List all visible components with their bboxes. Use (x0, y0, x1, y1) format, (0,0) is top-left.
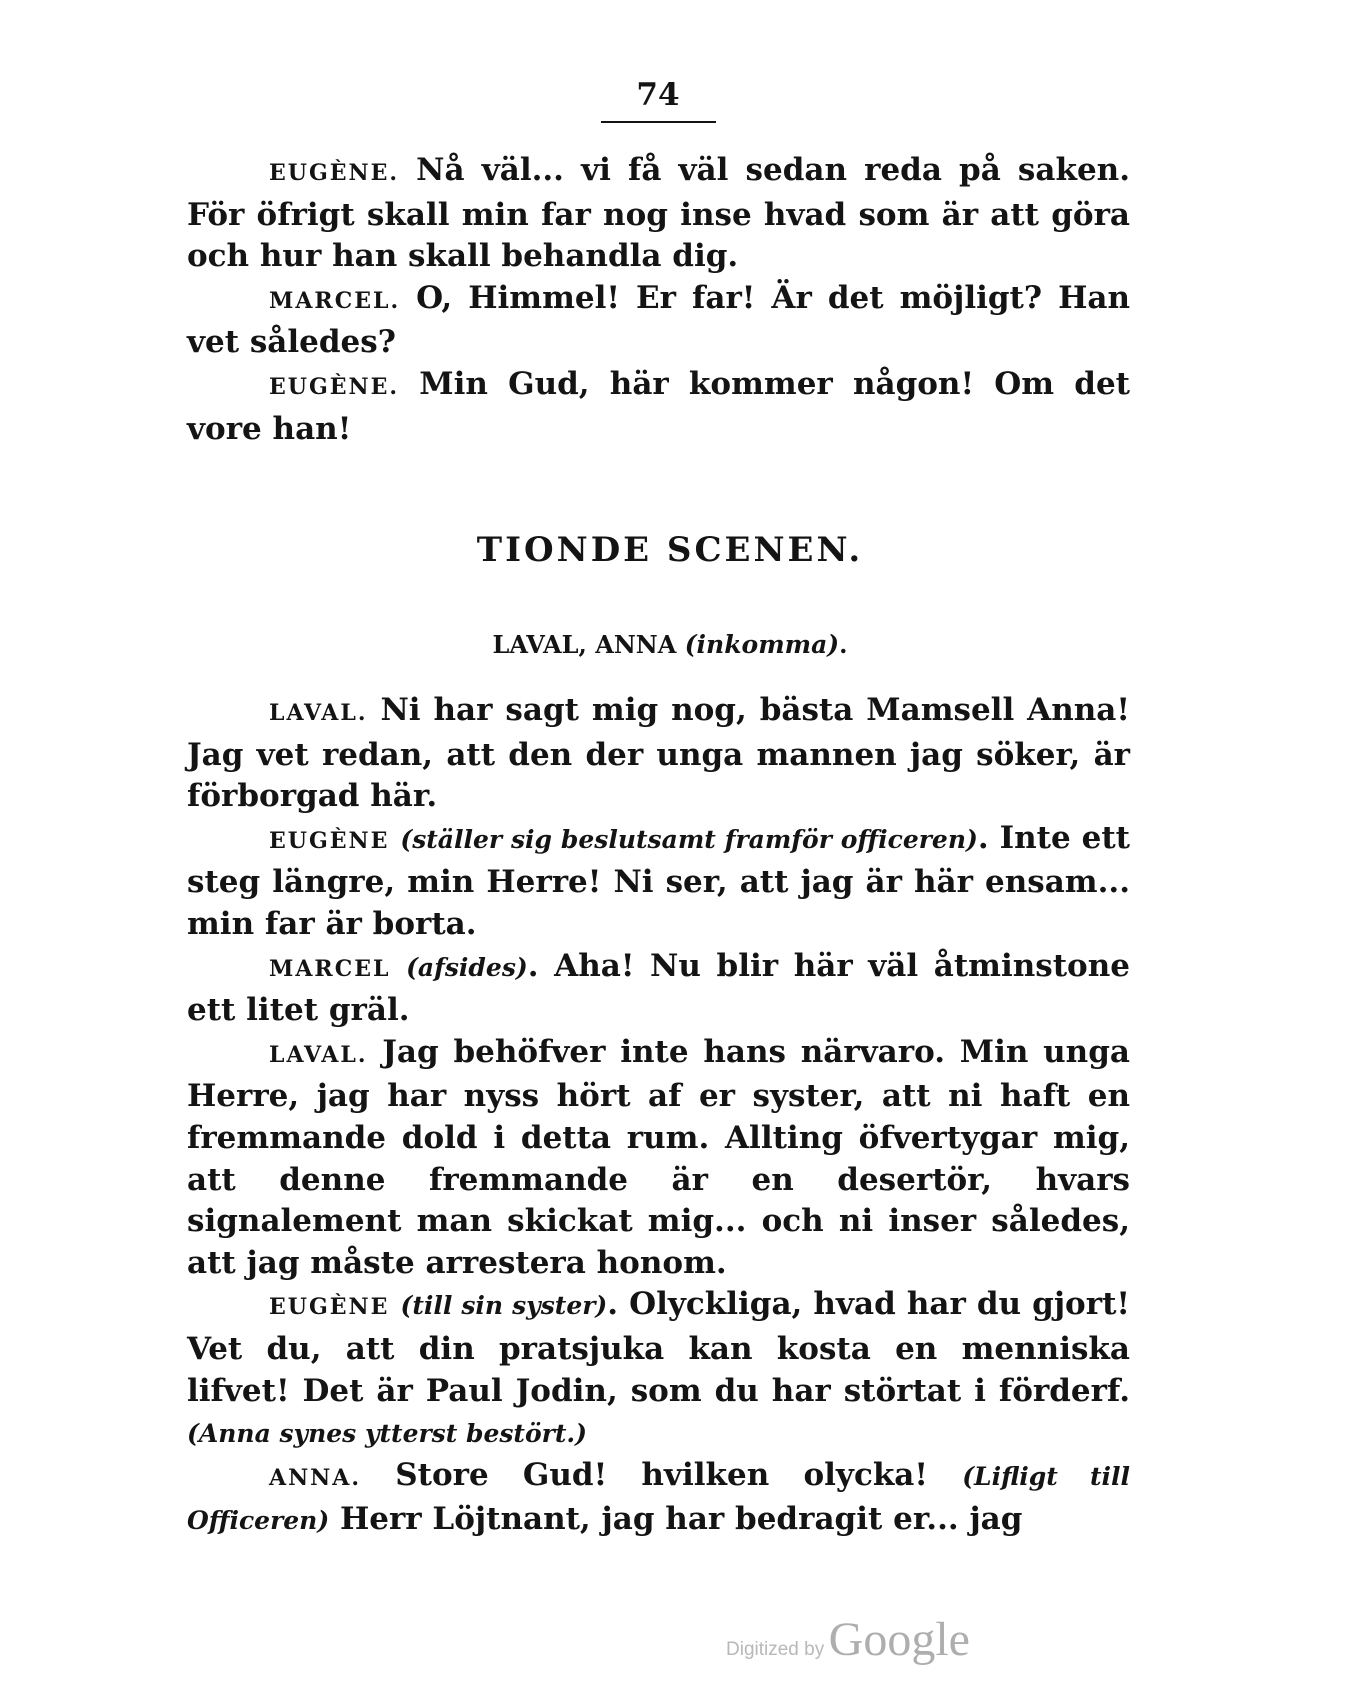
page-number-rule (601, 121, 716, 123)
dialogue-paragraph (187, 1455, 1130, 1542)
cast-end: . (839, 630, 848, 659)
page-number: 74 (636, 77, 680, 113)
stage-direction: (Anna synes ytterst bestört.) (187, 1419, 587, 1449)
stage-direction: (ställer sig beslutsamt framför officeren) (400, 824, 978, 854)
digitized-watermark (726, 1612, 1006, 1667)
speech-text: Nå väl... vi få väl sedan reda på saken. För öfrigt skall min far nog inse hvad som är att göra och hur han skall behandla dig. (187, 152, 1130, 275)
speech-text: . Inte ett steg längre, min Herre! Ni ser, att jag är här ensam... min far är borta. (187, 819, 1130, 942)
dialogue-paragraph (187, 818, 1130, 946)
stage-direction: (afsides) (406, 952, 528, 982)
speech-text: Ni har sagt mig nog, bästa Mamsell Anna! Jag vet redan, att den der unga mannen jag söker, är förborgad här. (187, 692, 1130, 815)
speech-text: Herr Löjtnant, jag har bedragit er... jag (329, 1501, 1023, 1538)
speech-text: O, Himmel! Er far! Är det möjligt? Han vet således? (187, 279, 1130, 361)
dialogue-paragraph (187, 1032, 1130, 1285)
dialogue-paragraph (187, 690, 1130, 818)
speaker-name: EUGÈNE. (269, 373, 400, 400)
speaker-name: MARCEL. (269, 287, 401, 314)
speech-text: Jag behöfver inte hans närvaro. Min unga Herre, jag har nyss hört af er syster, att ni haft en fremmande dold i detta rum. Allting öfvertygar mig, att denne fremmande är en desertör, hvars signalement man skickat mig... och ni inser således, att jag måste arrestera honom. (187, 1033, 1130, 1281)
dialogue-paragraph (187, 1284, 1130, 1454)
scene-heading: TIONDE SCENEN. (476, 530, 864, 570)
speaker-name: EUGÈNE (269, 827, 390, 854)
speech-text: . Aha! Nu blir här väl åtminstone ett litet gräl. (187, 947, 1130, 1029)
watermark-prefix: Digitized by (726, 1639, 825, 1660)
speaker-name: EUGÈNE (269, 1294, 390, 1321)
dialogue-main (187, 690, 1130, 1542)
speech-text: Store Gud! hvilken olycka! (361, 1456, 963, 1493)
speaker-name: LAVAL. (269, 700, 368, 726)
speech-text: Min Gud, här kommer någon! Om det vore han! (187, 365, 1130, 447)
speech-text: . Olyckliga, hvad har du gjort! Vet du, att din pratsjuka kan kosta en menniska lifvet! Det är Paul Jodin, som du har störtat i förderf. (187, 1286, 1130, 1409)
cast-names: LAVAL, ANNA (492, 630, 677, 659)
speaker-name: EUGÈNE. (269, 160, 400, 186)
speaker-name: ANNA. (269, 1464, 362, 1491)
dialogue-paragraph (187, 278, 1130, 364)
dialogue-paragraph (187, 364, 1130, 450)
stage-direction: (Lifligt till Officeren) (187, 1461, 1130, 1536)
stage-direction: (till sin syster) (400, 1291, 608, 1321)
dialogue-paragraph (187, 946, 1130, 1032)
speaker-name: MARCEL (269, 955, 391, 982)
dialogue-top (187, 150, 1130, 450)
cast-direction: (inkomma) (684, 630, 840, 659)
watermark-brand: Google (828, 1613, 970, 1666)
dialogue-paragraph (187, 150, 1130, 278)
scene-cast (350, 625, 990, 665)
speaker-name: LAVAL. (269, 1041, 368, 1068)
